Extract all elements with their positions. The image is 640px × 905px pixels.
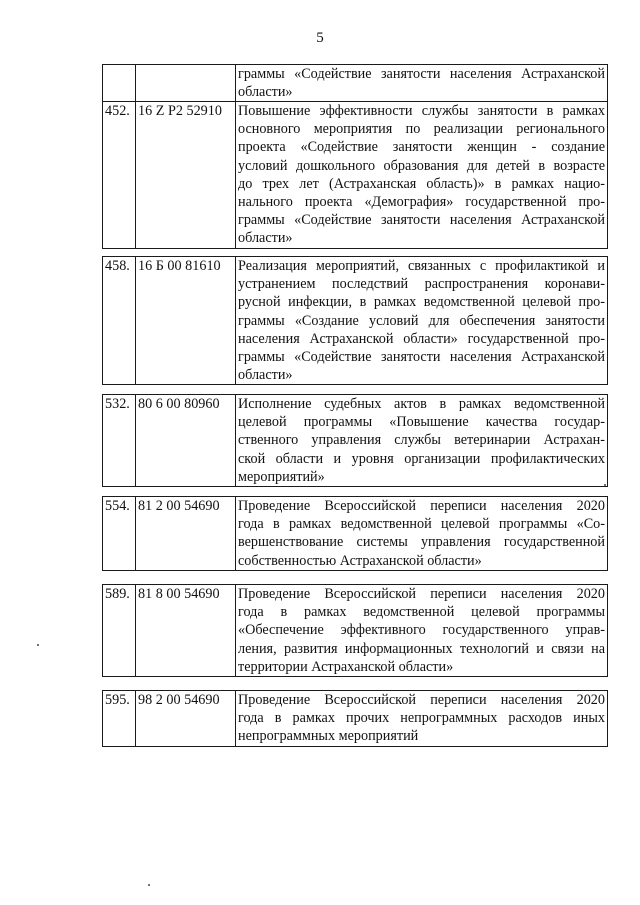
description-line: территории Астраханской области» — [238, 658, 454, 675]
description-line: вершенствование системы управления государственной — [238, 534, 605, 551]
description-line: населения Астраханской области» государственной про- — [238, 330, 605, 347]
register-table — [102, 496, 608, 571]
row-number: 452. — [103, 102, 136, 249]
description-line: области» — [238, 367, 293, 384]
register-table — [102, 690, 608, 747]
description-line: непрограммных мероприятий — [238, 728, 419, 745]
description-line: граммы «Содействие занятости населения Астраханской — [238, 66, 605, 82]
description-line: устранением последствий распространения коронави- — [238, 276, 605, 293]
description-line: целевой программы «Повышение качества государ- — [238, 414, 605, 431]
description-line: «Обеспечение эффективного государственного управ- — [238, 622, 605, 639]
description-cell — [236, 102, 608, 249]
description-line: области» — [238, 230, 293, 247]
scan-speck — [604, 484, 606, 486]
budget-code: 98 2 00 54690 — [136, 691, 236, 747]
description-line: основного мероприятия по реализации регионального — [238, 121, 605, 138]
row-number: 589. — [103, 585, 136, 677]
description-line: области» — [238, 84, 293, 101]
budget-code: 81 2 00 54690 — [136, 497, 236, 571]
description-cell — [236, 395, 608, 487]
description-line: Проведение Всероссийской переписи населения 2020 — [238, 586, 605, 602]
description-line: условий дошкольного образования для детей в возрасте — [238, 157, 605, 174]
description-line: Исполнение судебных актов в рамках ведомственной — [238, 396, 605, 412]
description-line: года в рамках ведомственной целевой программы — [238, 604, 605, 621]
budget-code: 81 8 00 54690 — [136, 585, 236, 677]
description-line: года в рамках ведомственной целевой программы «Со- — [238, 516, 605, 533]
scan-speck — [148, 884, 150, 886]
description-line: Проведение Всероссийской переписи населения 2020 — [238, 498, 605, 514]
budget-code: 16 Б 00 81610 — [136, 257, 236, 385]
description-line: нального проекта «Демография» государственной про- — [238, 194, 605, 211]
row-number — [103, 65, 136, 102]
table-row — [103, 257, 608, 385]
description-line: русной инфекции, в рамках ведомственной целевой про- — [238, 294, 605, 311]
budget-code: 16 Z P2 52910 — [136, 102, 236, 249]
description-line: граммы «Создание условий для обеспечения занятости — [238, 312, 605, 329]
table-row — [103, 585, 608, 677]
description-cell — [236, 257, 608, 385]
scan-speck — [37, 644, 39, 646]
register-table — [102, 584, 608, 677]
register-table — [102, 256, 608, 385]
description-line: Реализация мероприятий, связанных с профилактикой и — [238, 258, 605, 274]
table-row — [103, 395, 608, 487]
register-table — [102, 101, 608, 249]
description-line: собственностью Астраханской области» — [238, 552, 482, 569]
row-number: 458. — [103, 257, 136, 385]
description-line: года в рамках прочих непрограммных расходов иных — [238, 710, 605, 727]
row-number: 554. — [103, 497, 136, 571]
description-line: проекта «Содействие занятости женщин - создание — [238, 139, 605, 156]
description-cell — [236, 497, 608, 571]
description-line: ления, развития информационных технологий и связи на — [238, 640, 605, 657]
description-cell — [236, 65, 608, 102]
page-number: 5 — [316, 30, 324, 46]
description-line: мероприятий» — [238, 468, 325, 485]
description-cell — [236, 585, 608, 677]
description-line: граммы «Содействие занятости населения Астраханской — [238, 349, 605, 366]
budget-code — [136, 65, 236, 102]
register-table — [102, 64, 608, 102]
row-number: 532. — [103, 395, 136, 487]
description-line: граммы «Содействие занятости населения Астраханской — [238, 212, 605, 229]
table-row — [103, 691, 608, 747]
budget-code: 80 6 00 80960 — [136, 395, 236, 487]
description-line: Повышение эффективности службы занятости в рамках — [238, 103, 605, 119]
description-cell — [236, 691, 608, 747]
register-table — [102, 394, 608, 487]
description-line: ской области и уровня организации профилактических — [238, 450, 605, 467]
row-number: 595. — [103, 691, 136, 747]
description-line: ственного управления службы ветеринарии Астрахан- — [238, 432, 605, 449]
table-row — [103, 65, 608, 102]
description-line: Проведение Всероссийской переписи населения 2020 — [238, 692, 605, 708]
table-row — [103, 497, 608, 571]
table-row — [103, 102, 608, 249]
description-line: до трех лет (Астраханская область)» в рамках нацио- — [238, 175, 605, 192]
